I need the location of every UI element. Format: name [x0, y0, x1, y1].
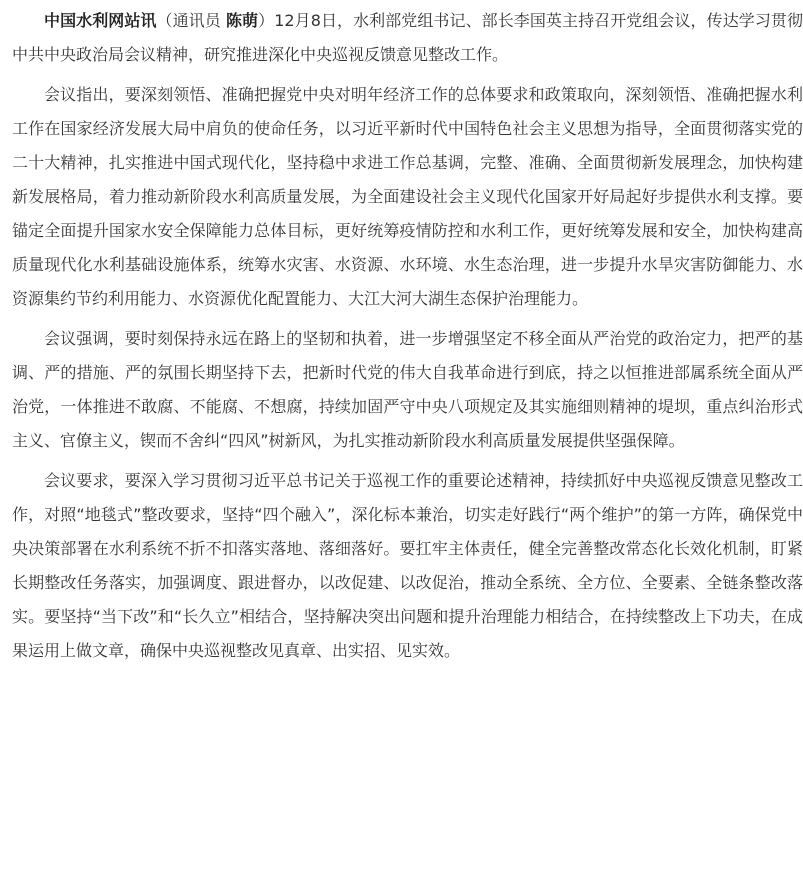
- byline-open: （通讯员: [156, 11, 226, 30]
- news-source: 中国水利网站讯: [44, 11, 157, 30]
- body-paragraph: 会议指出，要深刻领悟、准确把握党中央对明年经济工作的总体要求和政策取向，深刻领悟、准确把握水利工作在国家经济发展大局中肩负的使命任务，以习近平新时代中国特色社会主义思想为指导，全面贯彻落实党的二十大精神，扎实推进中国式现代化，坚持稳中求进工作总基调，完整、准确、全面贯彻新发展理念，加快构建新发展格局，着力推动新阶段水利高质量发展，为全面建设社会主义现代化国家开好局起好步提供水利支撑。要锚定全面提升国家水安全保障能力总体目标，更好统筹疫情防控和水利工作，更好统筹发展和安全，加快构建高质量现代化水利基础设施体系，统筹水灾害、水资源、水环境、水生态治理，进一步提升水旱灾害防御能力、水资源集约节约利用能力、水资源优化配置能力、大江大河大湖生态保护治理能力。: [12, 85, 803, 308]
- body-paragraph: 会议强调，要时刻保持永远在路上的坚韧和执着，进一步增强坚定不移全面从严治党的政治定力，把严的基调、严的措施、严的氛围长期坚持下去，把新时代党的伟大自我革命进行到底，持之以恒推进部属系统全面从严治党，一体推进不敢腐、不能腐、不想腐，持续加固严守中央八项规定及其实施细则精神的堤坝，重点纠治形式主义、官僚主义，锲而不舍纠“四风”树新风，为扎实推动新阶段水利高质量发展提供坚强保障。: [12, 329, 803, 450]
- body-paragraph: 会议要求，要深入学习贯彻习近平总书记关于巡视工作的重要论述精神，持续抓好中央巡视反馈意见整改工作，对照“地毯式”整改要求，坚持“四个融入”，深化标本兼治，切实走好践行“两个维护”的第一方阵，确保党中央决策部署在水利系统不折不扣落实落地、落细落好。要扛牢主体责任，健全完善整改常态化长效化机制，盯紧长期整改任务落实，加强调度、跟进督办，以改促建、以改促治，推动全系统、全方位、全要素、全链条整改落实。要坚持“当下改”和“长久立”相结合，坚持解决突出问题和提升治理能力相结合，在持续整改上下功夫，在成果运用上做文章，确保中央巡视整改见真章、出实招、见实效。: [12, 471, 803, 660]
- lead-paragraph: [12, 4, 803, 72]
- reporter-name: 陈萌: [225, 11, 259, 30]
- lead-text: 12月8日，水利部党组书记、部长李国英主持召开党组会议，传达学习贯彻中共中央政治局会议精神，研究推进深化中央巡视反馈意见整改工作。: [12, 11, 803, 64]
- byline-close: ）: [258, 11, 275, 30]
